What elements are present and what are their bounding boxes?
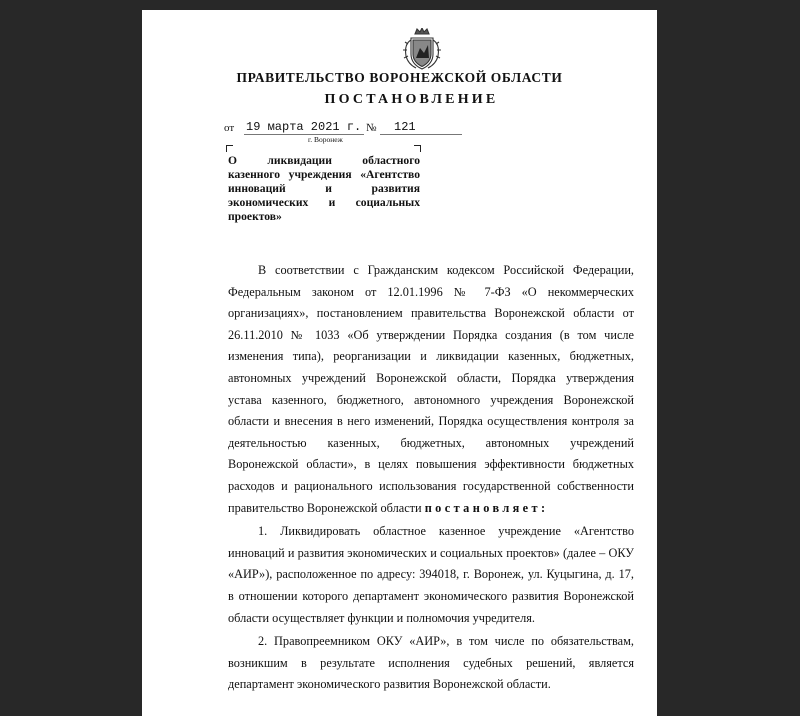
subject-corner-right xyxy=(414,145,421,152)
item-1-paragraph: 1. Ликвидировать областное казенное учреждение «Агентство инноваций и развития экономических и социальных проектов» (далее – ОКУ «АИР»), расположенное по адресу: 394018, г. Воронеж, ул. Куцыгина, д. 17, в отношении которого департамент экономического развития Воронежской области осуществляет функции и полномочия учредителя. xyxy=(228,524,634,625)
document-subject xyxy=(228,154,420,224)
coat-of-arms-icon xyxy=(402,28,442,72)
resolves-colon: : xyxy=(540,500,546,515)
date-underline xyxy=(244,134,364,135)
subject-line: О ликвидации областного xyxy=(228,154,420,167)
preamble-paragraph xyxy=(228,260,634,519)
item-2-paragraph: 2. Правопреемником ОКУ «АИР», в том числе по обязательствам, возникшим в результате исполнения судебных решений, является департамент экономического развития Воронежской области. xyxy=(228,634,634,692)
document-date: 19 марта 2021 г. xyxy=(246,120,362,134)
date-prefix: от xyxy=(224,122,235,134)
government-title: ПРАВИТЕЛЬСТВО ВОРОНЕЖСКОЙ ОБЛАСТИ xyxy=(236,70,563,85)
document-type: ПОСТАНОВЛЕНИЕ xyxy=(324,92,499,107)
preamble-text: В соответствии с Гражданским кодексом Российской Федерации, Федеральным законом от 12.01.1996 № 7-ФЗ «О некоммерческих организациях», постановлением правительства Воронежской области от 26.11.2010 № 1033 «Об утверждении Порядка создания (в том числе изменения типа), реорганизации и ликвидации казенных, бюджетных, автономных учреждений Воронежской области, Порядка утверждения устава казенного, бюджетного, автономного учреждения Воронежской области и внесения в него изменений, Порядка осуществления контроля за деятельностью казенных, бюджетных, автономных учреждений Воронежской области», в целях повышения эффективности бюджетных расходов и рационального использования государственной собственности правительство Воронежской области xyxy=(228,263,634,515)
subject-line: казенного учреждения «Агентство xyxy=(228,168,420,181)
number-prefix: № xyxy=(366,122,377,134)
document-city: г. Воронеж xyxy=(308,135,343,144)
subject-line: экономических и социальных xyxy=(228,196,420,209)
number-underline xyxy=(380,134,462,135)
subject-line: проектов» xyxy=(228,210,282,223)
subject-corner-left xyxy=(226,145,233,152)
subject-line: инноваций и развития xyxy=(228,182,420,195)
document-number: 121 xyxy=(394,120,416,134)
document-body xyxy=(228,260,634,696)
resolves-word: постановляет xyxy=(424,500,541,515)
document-page xyxy=(142,10,657,716)
